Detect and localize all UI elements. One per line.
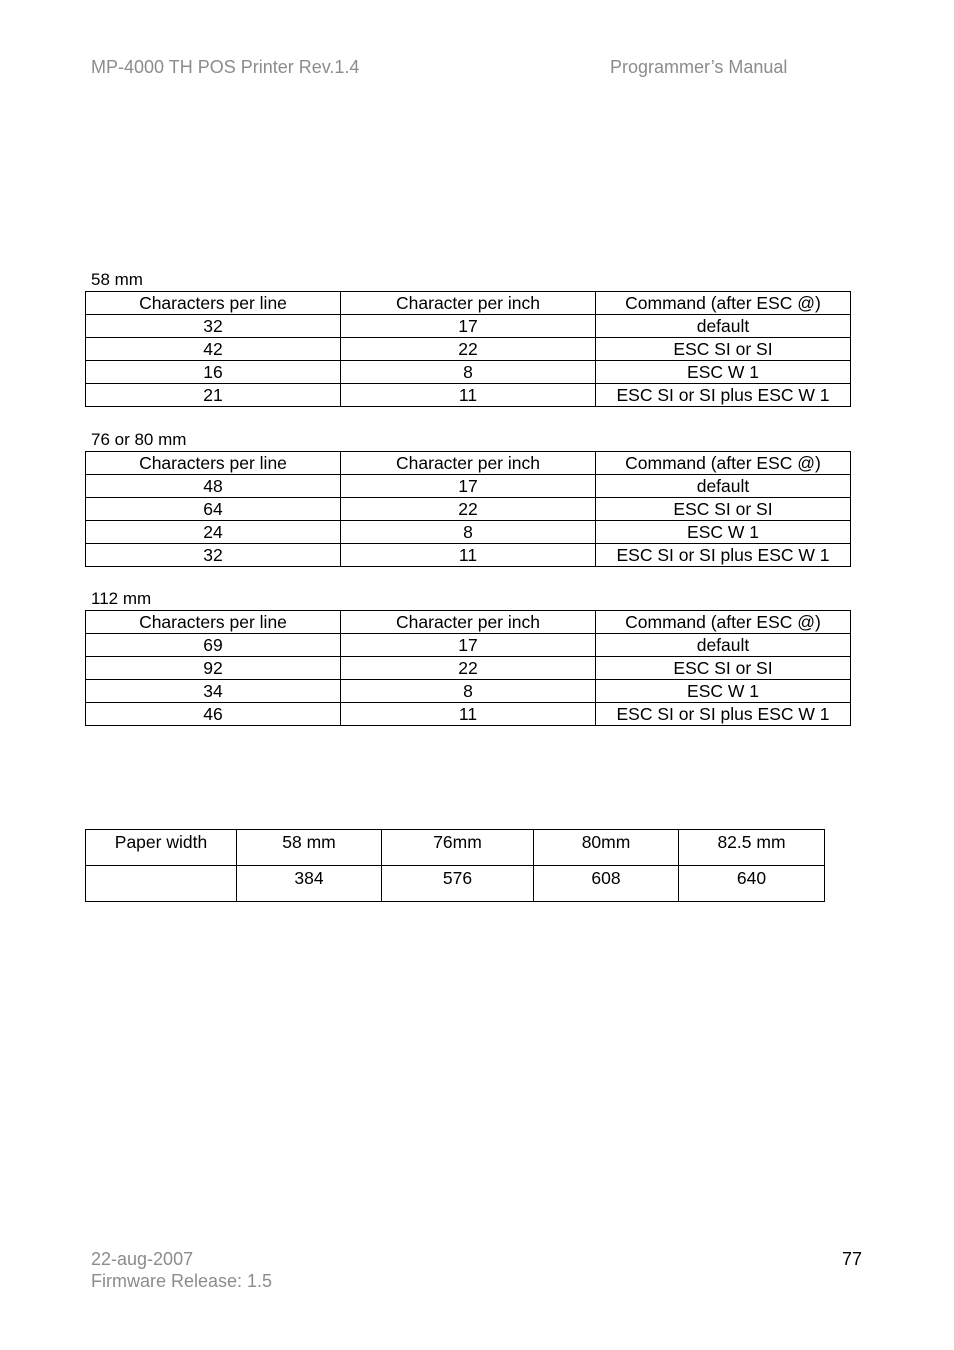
table-cell: 22 xyxy=(341,338,596,361)
page-number: 77 xyxy=(842,1249,863,1269)
table-cell: 32 xyxy=(86,315,341,338)
table-header-row xyxy=(86,611,851,634)
section-label-76-80mm: 76 or 80 mm xyxy=(91,430,187,449)
cpl-table-58mm xyxy=(85,291,851,407)
table-row xyxy=(86,544,851,567)
header-cell: Characters per line xyxy=(86,292,341,315)
header-cell: Command (after ESC @) xyxy=(596,292,851,315)
table-cell: ESC W 1 xyxy=(596,521,851,544)
table-cell: 8 xyxy=(341,680,596,703)
table-header-row xyxy=(86,830,825,866)
section-label-112mm: 112 mm xyxy=(91,589,152,608)
table-cell: default xyxy=(596,634,851,657)
table-cell: default xyxy=(596,315,851,338)
table-row xyxy=(86,657,851,680)
table-header-row xyxy=(86,452,851,475)
table-row xyxy=(86,498,851,521)
header-cell: 82.5 mm xyxy=(679,830,825,866)
header-cell: Character per inch xyxy=(341,611,596,634)
table-cell: ESC SI or SI plus ESC W 1 xyxy=(596,384,851,407)
table-cell: 64 xyxy=(86,498,341,521)
table-cell: 17 xyxy=(341,315,596,338)
footer-firmware: Firmware Release: 1.5 xyxy=(91,1271,273,1291)
table-row xyxy=(86,338,851,361)
table-cell: 34 xyxy=(86,680,341,703)
table-cell: 22 xyxy=(341,657,596,680)
header-cell: Paper width xyxy=(86,830,237,866)
table-row xyxy=(86,361,851,384)
table-row xyxy=(86,315,851,338)
table-cell: ESC W 1 xyxy=(596,361,851,384)
table-cell: 21 xyxy=(86,384,341,407)
table-cell: 17 xyxy=(341,634,596,657)
table-row xyxy=(86,634,851,657)
table-cell: 576 xyxy=(382,866,534,902)
table-cell: ESC SI or SI xyxy=(596,338,851,361)
table-cell xyxy=(86,866,237,902)
table-cell: 46 xyxy=(86,703,341,726)
table-cell: 11 xyxy=(341,384,596,407)
table-row xyxy=(86,475,851,498)
table-row xyxy=(86,521,851,544)
header-manual-title: Programmer’s Manual xyxy=(610,57,788,77)
table-cell: 24 xyxy=(86,521,341,544)
table-cell: 640 xyxy=(679,866,825,902)
paper-width-table xyxy=(85,829,825,902)
table-cell: ESC SI or SI xyxy=(596,657,851,680)
header-cell: Character per inch xyxy=(341,292,596,315)
header-cell: Characters per line xyxy=(86,452,341,475)
footer-date: 22-aug-2007 xyxy=(91,1249,194,1269)
table-cell: 22 xyxy=(341,498,596,521)
header-cell: Characters per line xyxy=(86,611,341,634)
table-cell: default xyxy=(596,475,851,498)
header-cell: 58 mm xyxy=(237,830,382,866)
table-header-row xyxy=(86,292,851,315)
table-row xyxy=(86,680,851,703)
header-cell: 76mm xyxy=(382,830,534,866)
header-cell: Command (after ESC @) xyxy=(596,452,851,475)
table-row xyxy=(86,703,851,726)
table-cell: ESC SI or SI plus ESC W 1 xyxy=(596,544,851,567)
table-cell: 92 xyxy=(86,657,341,680)
table-cell: 8 xyxy=(341,361,596,384)
table-cell: ESC W 1 xyxy=(596,680,851,703)
table-cell: 42 xyxy=(86,338,341,361)
cpl-table-76-80mm xyxy=(85,451,851,567)
cpl-table-112mm xyxy=(85,610,851,726)
header-cell: Character per inch xyxy=(341,452,596,475)
table-cell: 11 xyxy=(341,703,596,726)
table-cell: 608 xyxy=(534,866,679,902)
table-cell: 11 xyxy=(341,544,596,567)
table-cell: 32 xyxy=(86,544,341,567)
table-cell: ESC SI or SI plus ESC W 1 xyxy=(596,703,851,726)
table-cell: 8 xyxy=(341,521,596,544)
table-cell: 17 xyxy=(341,475,596,498)
table-row xyxy=(86,866,825,902)
table-row xyxy=(86,384,851,407)
section-label-58mm: 58 mm xyxy=(91,270,143,289)
table-cell: 69 xyxy=(86,634,341,657)
header-cell: Command (after ESC @) xyxy=(596,611,851,634)
table-cell: ESC SI or SI xyxy=(596,498,851,521)
header-document-title: MP-4000 TH POS Printer Rev.1.4 xyxy=(91,57,360,77)
table-cell: 384 xyxy=(237,866,382,902)
header-cell: 80mm xyxy=(534,830,679,866)
table-cell: 16 xyxy=(86,361,341,384)
table-cell: 48 xyxy=(86,475,341,498)
